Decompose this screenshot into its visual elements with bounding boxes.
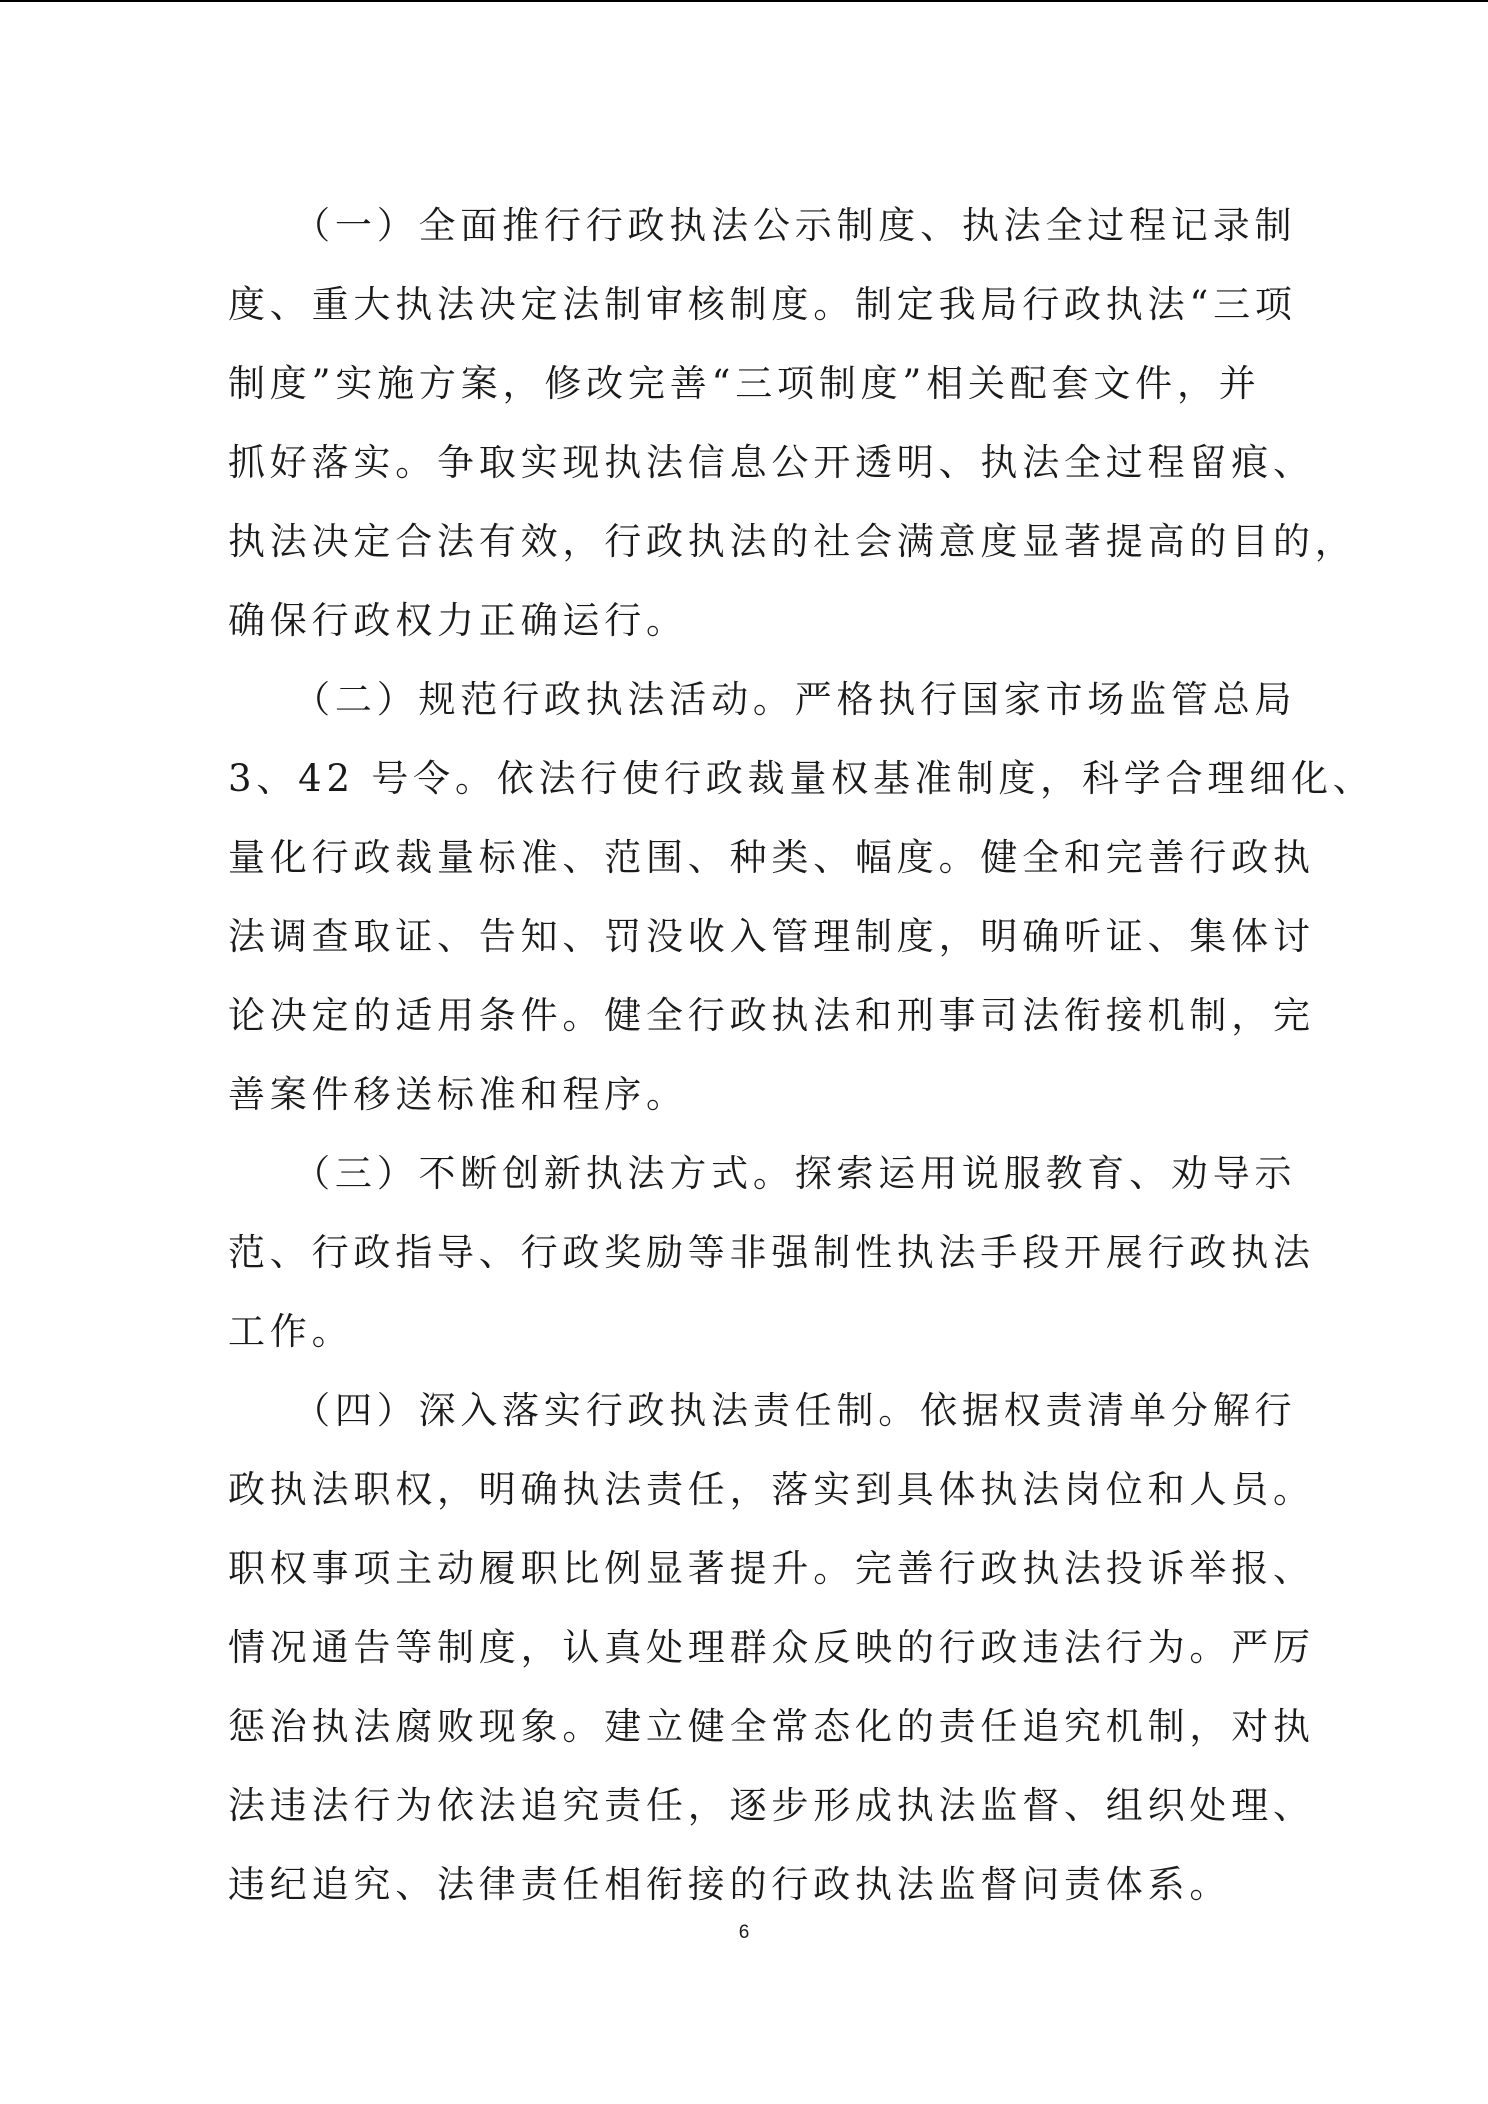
top-border-line [0,0,1488,2]
text-line: 职权事项主动履职比例显著提升。完善行政执法投诉举报、 [228,1547,1315,1590]
text-line: 法违法行为依法追究责任，逐步形成执法监督、组织处理、 [228,1784,1315,1827]
text-line: 抓好落实。争取实现执法信息公开透明、执法全过程留痕、 [228,441,1315,484]
text-line: （四）深入落实行政执法责任制。依据权责清单分解行 [228,1389,1297,1432]
text-line: 工作。 [228,1310,354,1353]
text-line: 制度”实施方案，修改完善“三项制度”相关配套文件，并 [228,362,1261,405]
text-line: （二）规范行政执法活动。严格执行国家市场监管总局 [228,678,1297,721]
text-line: 确保行政权力正确运行。 [228,599,688,642]
text-line: 违纪追究、法律责任相衔接的行政执法监督问责体系。 [228,1863,1232,1906]
text-line: （一）全面推行行政执法公示制度、执法全过程记录制 [228,204,1297,247]
text-line: 3、42 号令。依法行使行政裁量权基准制度，科学合理细化、 [228,757,1375,800]
text-line: 政执法职权，明确执法责任，落实到具体执法岗位和人员。 [228,1468,1315,1511]
text-line: 法调查取证、告知、罚没收入管理制度，明确听证、集体讨 [228,915,1315,958]
text-line: 执法决定合法有效，行政执法的社会满意度显著提高的目的， [228,520,1357,563]
text-line: （三）不断创新执法方式。探索运用说服教育、劝导示 [228,1152,1297,1195]
text-line: 惩治执法腐败现象。建立健全常态化的责任追究机制，对执 [228,1705,1315,1748]
text-line: 范、行政指导、行政奖励等非强制性执法手段开展行政执法 [228,1231,1315,1274]
page-number: 6 [738,1922,750,1943]
body-text [228,186,1375,1924]
text-line: 情况通告等制度，认真处理群众反映的行政违法行为。严厉 [228,1626,1315,1669]
text-line: 量化行政裁量标准、范围、种类、幅度。健全和完善行政执 [228,836,1315,879]
text-line: 论决定的适用条件。健全行政执法和刑事司法衔接机制，完 [228,994,1315,1037]
text-line: 善案件移送标准和程序。 [228,1073,688,1116]
text-line: 度、重大执法决定法制审核制度。制定我局行政执法“三项 [228,283,1297,326]
